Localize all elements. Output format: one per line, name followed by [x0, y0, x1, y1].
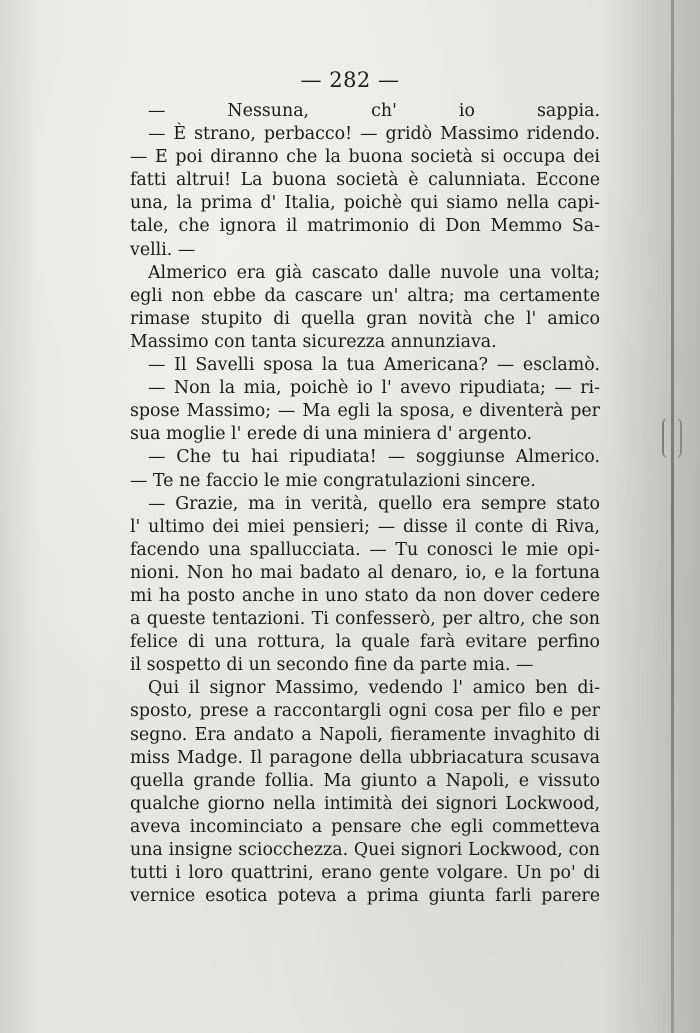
page-number: — 282 — [300, 68, 400, 92]
text-line: velli. — [130, 239, 196, 260]
text-line: sposto, prese a raccontargli ogni cosa per filo e per [130, 701, 600, 722]
text-line: — Grazie, ma in verità, quello era sempre stato [148, 493, 600, 514]
text-line: una insigne sciocchezza. Quei signori Lockwood, con [130, 840, 600, 860]
text-line: il sospetto di un secondo fine da parte mia. — [130, 655, 534, 676]
body-text [130, 100, 600, 908]
text-line: Almerico era già cascato dalle nuvole una volta; [148, 262, 600, 283]
text-line: Massimo con tanta sicurezza annunziava. [130, 331, 497, 352]
text-line: felice di una rottura, la quale farà evitare perfino [130, 632, 600, 653]
text-line: aveva incominciato a pensare che egli commetteva [130, 816, 600, 837]
text-line: mi ha posto anche in uno stato da non dover cedere [130, 585, 600, 606]
text-line: — Che tu hai ripudiata! — soggiunse Almerico. [148, 447, 600, 468]
text-line: una, la prima d' Italia, poichè qui siamo nella capi- [130, 193, 600, 214]
text-line: quella grande follia. Ma giunto a Napoli, e vissuto [130, 770, 600, 791]
text-line: — Te ne faccio le mie congratulazioni sincere. [130, 470, 536, 491]
binding-mark [662, 418, 682, 458]
text-line: tale, che ignora il matrimonio di Don Memmo Sa- [130, 216, 600, 237]
text-line: a queste tentazioni. Ti confesserò, per altro, che son [130, 609, 600, 630]
text-line: nioni. Non ho mai badato al denaro, io, e la fortuna [130, 562, 600, 583]
text-line: miss Madge. Il paragone della ubbriacatura scusava [130, 747, 600, 768]
text-line: qualche giorno nella intimità dei signori Lockwood, [130, 793, 600, 814]
text-line: spose Massimo; — Ma egli la sposa, e diventerà per [130, 401, 600, 422]
text-line: fatti altrui! La buona società è calunniata. Eccone [130, 170, 600, 191]
text-line: Qui il signor Massimo, vedendo l' amico ben di- [148, 678, 600, 699]
text-line: egli non ebbe da cascare un' altra; ma certamente [130, 285, 600, 306]
text-line: sua moglie l' erede di una miniera d' argento. [130, 424, 533, 445]
text-line: l' ultimo dei miei pensieri; — disse il conte di Riva, [130, 516, 600, 537]
text-line: — Nessuna, ch' io sappia. [148, 101, 600, 121]
text-line: facendo una spallucciata. — Tu conosci le mie opi- [130, 539, 600, 560]
text-line: — È strano, perbacco! — gridò Massimo ridendo. [148, 124, 600, 145]
text-line: segno. Era andato a Napoli, fieramente invaghito di [130, 724, 600, 745]
text-line: — Il Savelli sposa la tua Americana? — esclamò. [148, 355, 600, 376]
text-line: tutti i loro quattrini, erano gente volgare. Un po' di [130, 863, 600, 884]
text-line: vernice esotica poteva a prima giunta farli parere [130, 886, 600, 907]
text-line: rimase stupito di quella gran novità che l' amico [130, 308, 600, 329]
page-gutter-shadow [671, 0, 674, 1033]
text-line: — E poi diranno che la buona società si occupa dei [130, 147, 600, 168]
text-line: — Non la mia, poichè io l' avevo ripudiata; — ri- [148, 378, 600, 399]
